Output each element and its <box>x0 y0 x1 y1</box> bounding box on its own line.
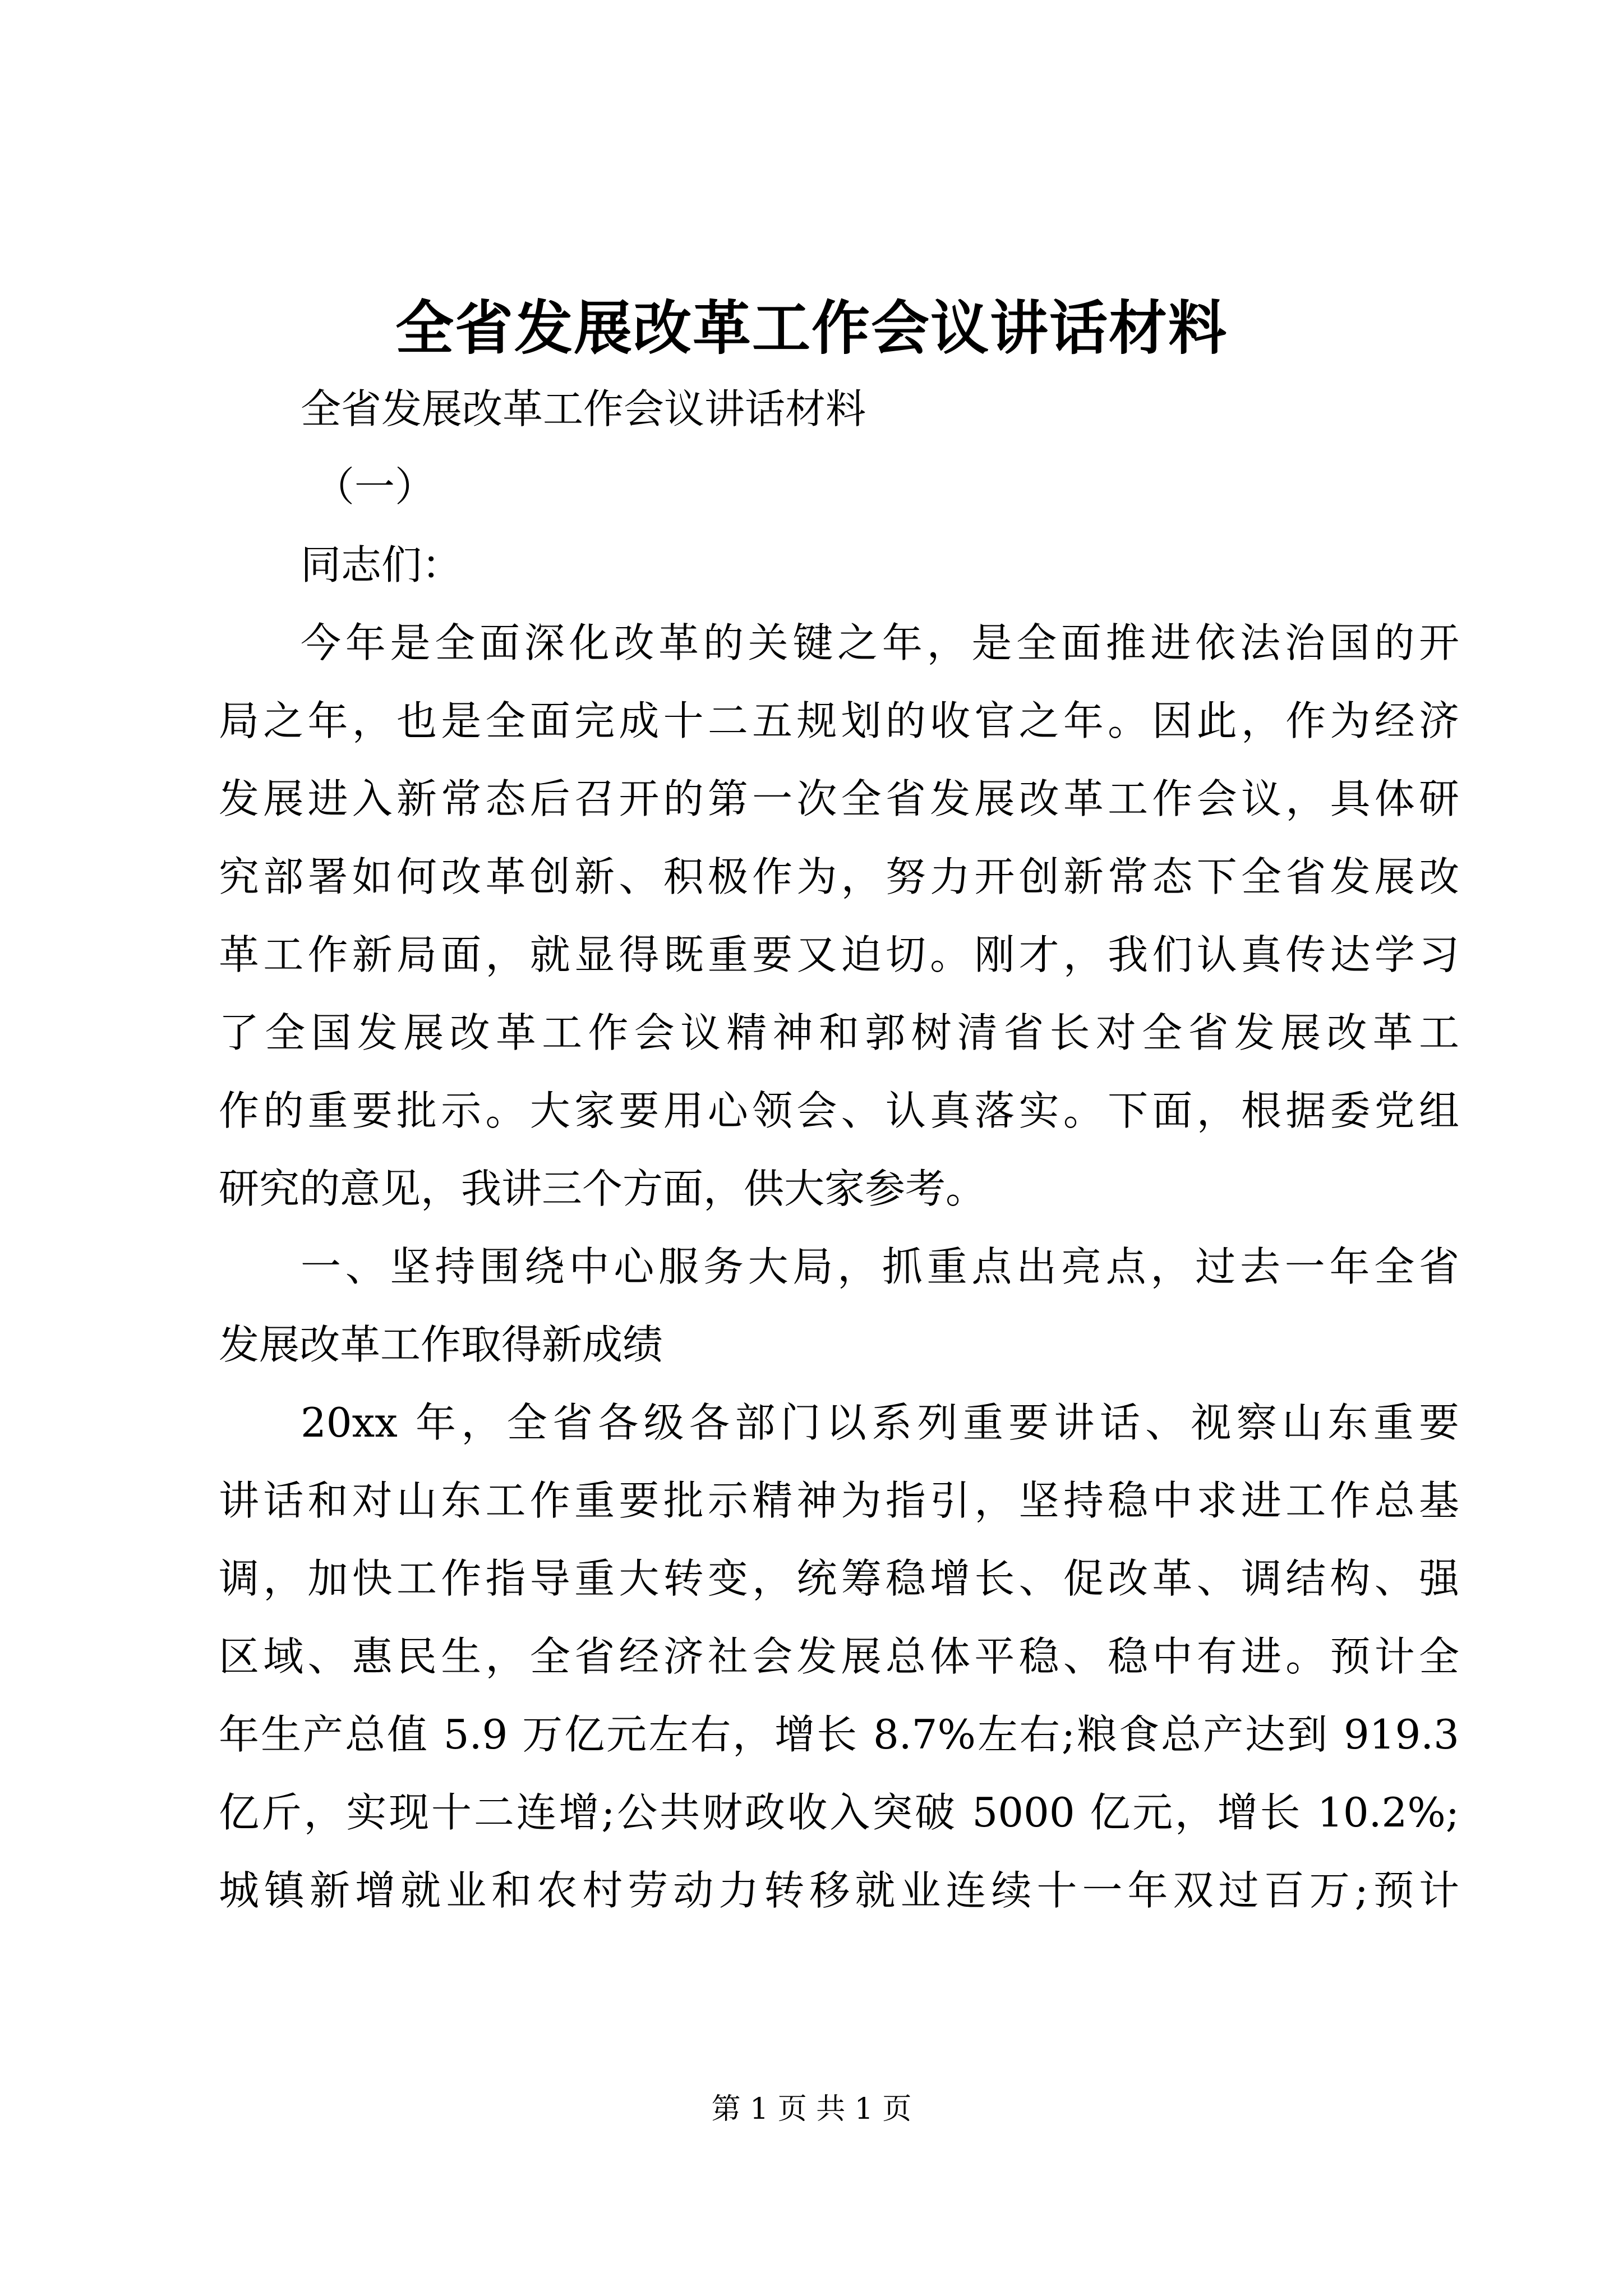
paragraph-line: 讲话和对山东工作重要批示精神为指引，坚持稳中求进工作总基 <box>219 1477 1459 1524</box>
paragraph-line: 调，加快工作指导重大转变，统筹稳增长、促改革、调结构、强 <box>219 1555 1459 1602</box>
paragraph-line: 亿斤，实现十二连增;公共财政收入突破 5000 亿元，增长 10.2%; <box>219 1789 1459 1836</box>
paragraph-line: 城镇新增就业和农村劳动力转移就业连续十一年双过百万;预计 <box>219 1867 1459 1914</box>
document-body <box>219 370 1459 1930</box>
paragraph-line: 作的重要批示。大家要用心领会、认真落实。下面，根据委党组 <box>219 1087 1459 1134</box>
paragraph-line: 区域、惠民生，全省经济社会发展总体平稳、稳中有进。预计全 <box>219 1633 1459 1680</box>
paragraph-line: 20xx 年，全省各级各部门以系列重要讲话、视察山东重要 <box>301 1399 1459 1446</box>
page-footer: 第 1 页 共 1 页 <box>711 2092 912 2126</box>
paragraph-line: 局之年，也是全面完成十二五规划的收官之年。因此，作为经济 <box>219 697 1459 744</box>
paragraph-line: 研究的意见，我讲三个方面，供大家参考。 <box>219 1165 986 1212</box>
paragraph-line: 革工作新局面，就显得既重要又迫切。刚才，我们认真传达学习 <box>219 931 1459 978</box>
heading-line: 一、坚持围绕中心服务大局，抓重点出亮点，过去一年全省 <box>301 1243 1459 1290</box>
document-title: 全省发展改革工作会议讲话材料 <box>395 293 1228 362</box>
paragraph-line: 今年是全面深化改革的关键之年，是全面推进依法治国的开 <box>301 619 1459 666</box>
heading-line: 发展改革工作取得新成绩 <box>219 1321 663 1368</box>
paragraph-line: 究部署如何改革创新、积极作为，努力开创新常态下全省发展改 <box>219 853 1459 900</box>
paragraph-line: 发展进入新常态后召开的第一次全省发展改革工作会议，具体研 <box>219 775 1459 822</box>
subtitle-line: 全省发展改革工作会议讲话材料 <box>301 385 866 432</box>
paragraph-line: 了全国发展改革工作会议精神和郭树清省长对全省发展改革工 <box>219 1009 1459 1056</box>
paragraph-line: 年生产总值 5.9 万亿元左右，增长 8.7%左右;粮食总产达到 919.3 <box>219 1711 1459 1758</box>
section-number-line: （一） <box>314 463 436 510</box>
salutation-line: 同志们： <box>301 541 463 588</box>
